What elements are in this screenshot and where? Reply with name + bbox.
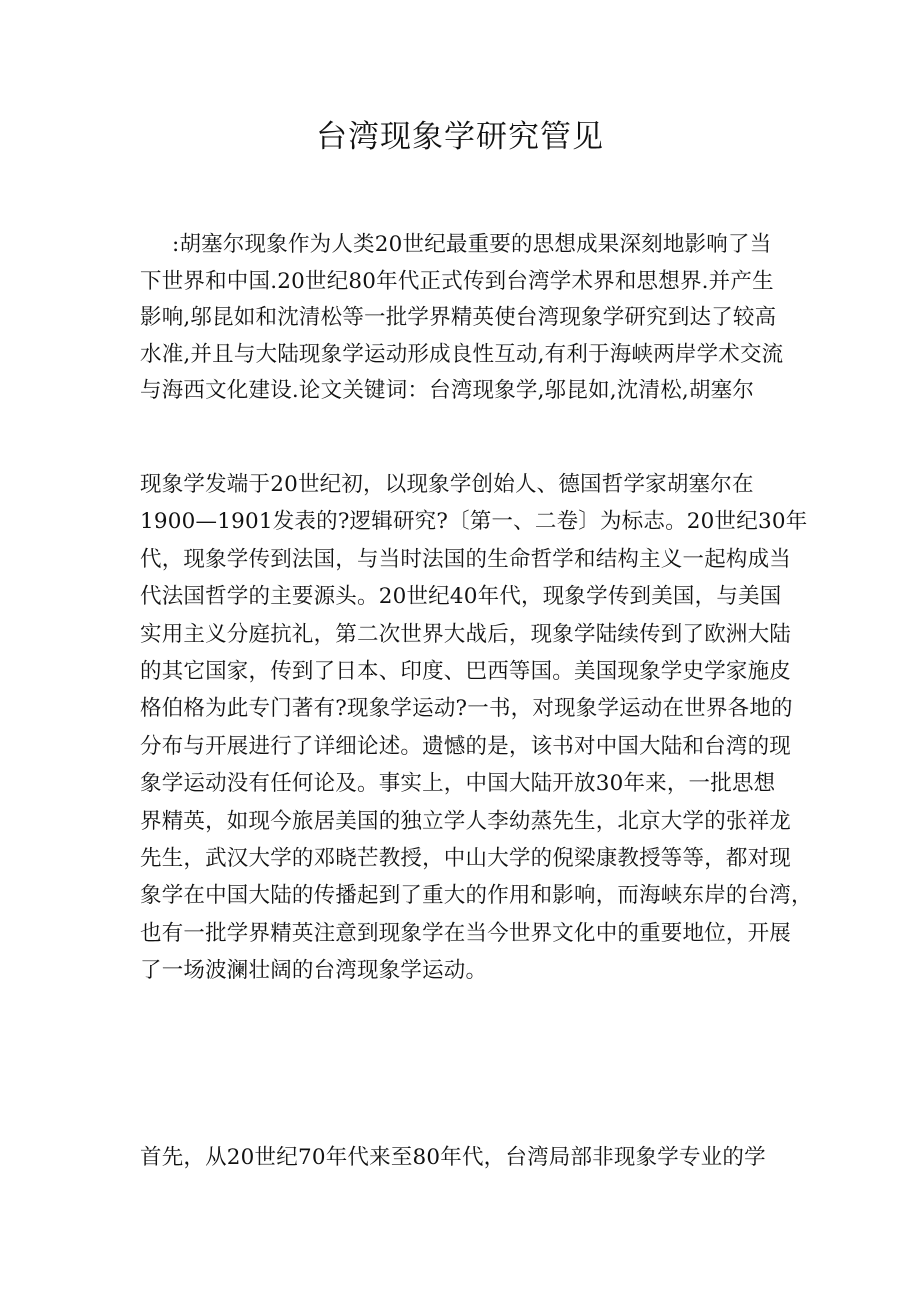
text-line: 象学在中国大陆的传播起到了重大的作用和影响，而海峡东岸的台湾， (140, 883, 813, 909)
text-line: 分布与开展进行了详细论述。遗憾的是，该书对中国大陆和台湾的现 (140, 733, 792, 759)
text-line: 代，现象学传到法国，与当时法国的生命哲学和结构主义一起构成当 (140, 546, 792, 572)
text-line: 下世界和中国.20世纪80年代正式传到台湾学术界和思想界.并产生 (140, 268, 774, 294)
text-line: 代法国哲学的主要源头。20世纪40年代，现象学传到美国，与美国 (140, 584, 782, 610)
body-paragraph (140, 467, 813, 990)
text-line: 也有一批学界精英注意到现象学在当今世界文化中的重要地位，开展 (140, 920, 792, 946)
text-line: 现象学发端于20世纪初，以现象学创始人、德国哲学家胡塞尔在 (140, 472, 754, 497)
text-line: 首先，从20世纪70年代来至80年代，台湾局部非现象学专业的学 (140, 1145, 766, 1170)
text-line: 象学运动没有任何论及。事实上，中国大陆开放30年来，一批思想 (140, 771, 776, 797)
text-line: 格伯格为此专门著有?现象学运动?一书，对现象学运动在世界各地的 (140, 696, 793, 722)
abstract-paragraph (140, 227, 790, 410)
text-line: 界精英，如现今旅居美国的独立学人李幼蒸先生，北京大学的张祥龙 (140, 808, 792, 834)
text-line: 的其它国家，传到了日本、印度、巴西等国。美国现象学史学家施皮 (140, 658, 792, 684)
text-line: 水准,并且与大陆现象学运动形成良性互动,有利于海峡两岸学术交流 (140, 341, 784, 367)
text-line: 了一场波澜壮阔的台湾现象学运动。 (140, 958, 488, 984)
text-line: :胡塞尔现象作为人类20世纪最重要的思想成果深刻地影响了当 (172, 232, 772, 257)
text-line: 与海西文化建设.论文关键词：台湾现象学,邬昆如,沈清松,胡塞尔 (140, 378, 755, 404)
document-title: 台湾现象学研究管见 (316, 119, 604, 155)
text-line: 1900—1901发表的?逻辑研究?〔第一、二卷〕为标志。20世纪30年 (140, 509, 808, 535)
text-line: 实用主义分庭抗礼，第二次世界大战后，现象学陆续传到了欧洲大陆 (140, 621, 792, 647)
text-line: 影响,邬昆如和沈清松等一批学界精英使台湾现象学研究到达了较高 (140, 305, 777, 331)
body-paragraph (140, 1140, 790, 1177)
text-line: 先生，武汉大学的邓晓芒教授，中山大学的倪梁康教授等等，都对现 (140, 845, 792, 871)
